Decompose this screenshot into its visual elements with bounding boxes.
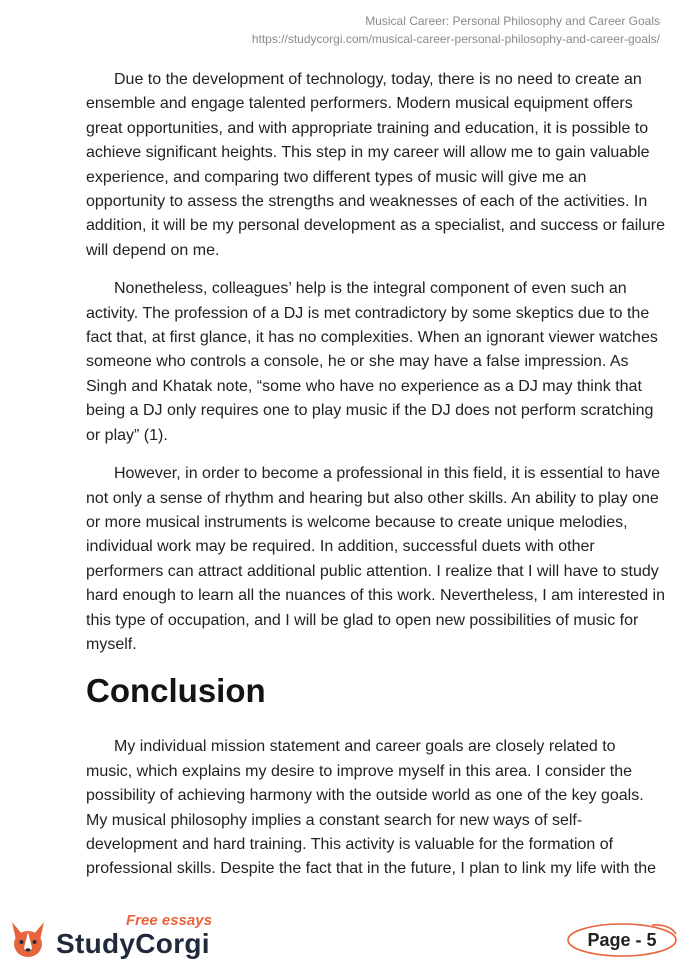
page-footer [0, 908, 698, 964]
section-heading: Conclusion [86, 672, 266, 710]
page-header [252, 12, 660, 48]
studycorgi-logo[interactable] [6, 910, 236, 962]
body-paragraph: Due to the development of technology, today, there is no need to create an ensemble and engage talented performers. Modern musical equipment offers great opportunities, and with appropriate training and education, it is possible to achieve significant heights. This step in my career will allow me to gain valuable experience, and comparing two different types of music will give me an opportunity to assess the strengths and weaknesses of each of the activities. In addition, it will be my personal development as a specialist, and success or failure will depend on me. [86, 71, 665, 259]
document-body [86, 68, 666, 896]
free-essays-tagline: Free essays [126, 912, 212, 929]
header-url[interactable]: https://studycorgi.com/musical-career-personal-philosophy-and-career-goals/ [251, 32, 660, 46]
corgi-icon [6, 918, 50, 962]
page-number: Page - 5 [587, 930, 657, 950]
conclusion-paragraph: My individual mission statement and career goals are closely related to music, which explains my desire to improve myself in this area. I consider the possibility of achieving harmony with the outside world as one of the key goals. My musical philosophy implies a constant search for new ways of self-development and hard training. This activity is valuable for the formation of professional skills. Despite the fact that in the future, I plan to link my life with the [86, 738, 657, 878]
body-paragraph: However, in order to become a professional in this field, it is essential to have not only a sense of rhythm and hearing but also other skills. An ability to play one or more musical instruments is welcome because to create unique melodies, individual work may be required. In addition, successful duets with other performers can attract additional public attention. I realize that I will have to study hard enough to learn all the nuances of this work. Nevertheless, I am interested in this type of occupation, and I will be glad to open new possibilities of music for myself. [86, 465, 665, 653]
brand-name: StudyCorgi [56, 928, 210, 959]
body-paragraph: Nonetheless, colleagues’ help is the integral component of even such an activity. The profession of a DJ is met contradictory by some skeptics due to the fact that, at first glance, it has no complexities. When an ignorant viewer watches someone who controls a console, he or she may have a false impression. As Singh and Khatak note, “some who have no experience as a DJ may think that being a DJ only requires one to play music if the DJ does not perform scratching or play” (1). [86, 280, 658, 444]
page-number-badge [566, 922, 678, 958]
header-title: Musical Career: Personal Philosophy and Career Goals [365, 14, 660, 28]
